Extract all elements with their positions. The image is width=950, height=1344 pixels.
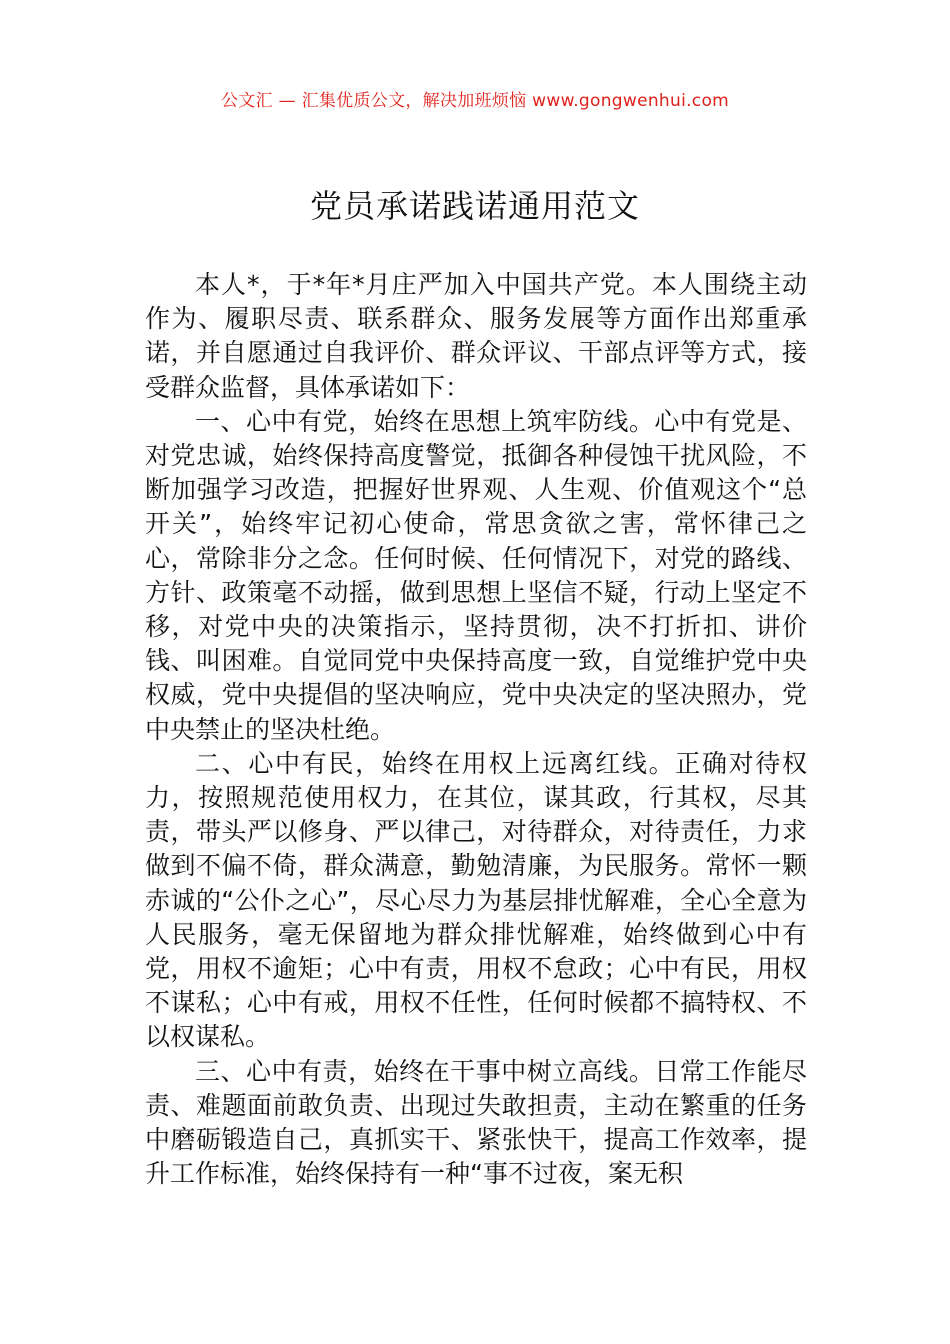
paragraph-section-1: 一、心中有党，始终在思想上筑牢防线。心中有党是、对党忠诚，始终保持高度警觉，抵御各种侵蚀干扰风险，不断加强学习改造，把握好世界观、人生观、价值观这个“总开关”，始终牢记初心使命，常思贪欲之害，常怀律己之心，常除非分之念。任何时候、任何情况下，对党的路线、方针、政策毫不动摇，做到思想上坚信不疑，行动上坚定不移，对党中央的决策指示，坚持贯彻，决不打折扣、讲价钱、叫困难。自觉同党中央保持高度一致，自觉维护党中央权威，党中央提倡的坚决响应，党中央决定的坚决照办，党中央禁止的坚决杜绝。 [145,406,807,744]
paragraph-section-2: 二、心中有民，始终在用权上远离红线。正确对待权力，按照规范使用权力，在其位，谋其政，行其权，尽其责，带头严以修身、严以律己，对待群众，对待责任，力求做到不偏不倚，群众满意，勤勉清廉，为民服务。常怀一颗赤诚的“公仆之心”，尽心尽力为基层排忧解难，全心全意为人民服务，毫无保留地为群众排忧解难，始终做到心中有党，用权不逾矩；心中有责，用权不怠政；心中有民，用权不谋私；心中有戒，用权不任性，任何时候都不搞特权、不以权谋私。 [145,748,807,1052]
paragraph-intro: 本人*，于*年*月庄严加入中国共产党。本人围绕主动作为、履职尽责、联系群众、服务发展等方面作出郑重承诺，并自愿通过自我评价、群众评议、干部点评等方式，接受群众监督，具体承诺如下： [145,270,807,402]
paragraph-section-3: 三、心中有责，始终在干事中树立高线。日常工作能尽责、难题面前敢负责、出现过失敢担责，主动在繁重的任务中磨砺锻造自己，真抓实干、紧张快干，提高工作效率，提升工作标准，始终保持有一种“事不过夜，案无积 [145,1056,807,1189]
document-body [145,268,807,1191]
header-banner: 公文汇 — 汇集优质公文，解决加班烦恼 www.gongwenhui.com [220,91,730,111]
document-title: 党员承诺践诺通用范文 [309,187,640,225]
